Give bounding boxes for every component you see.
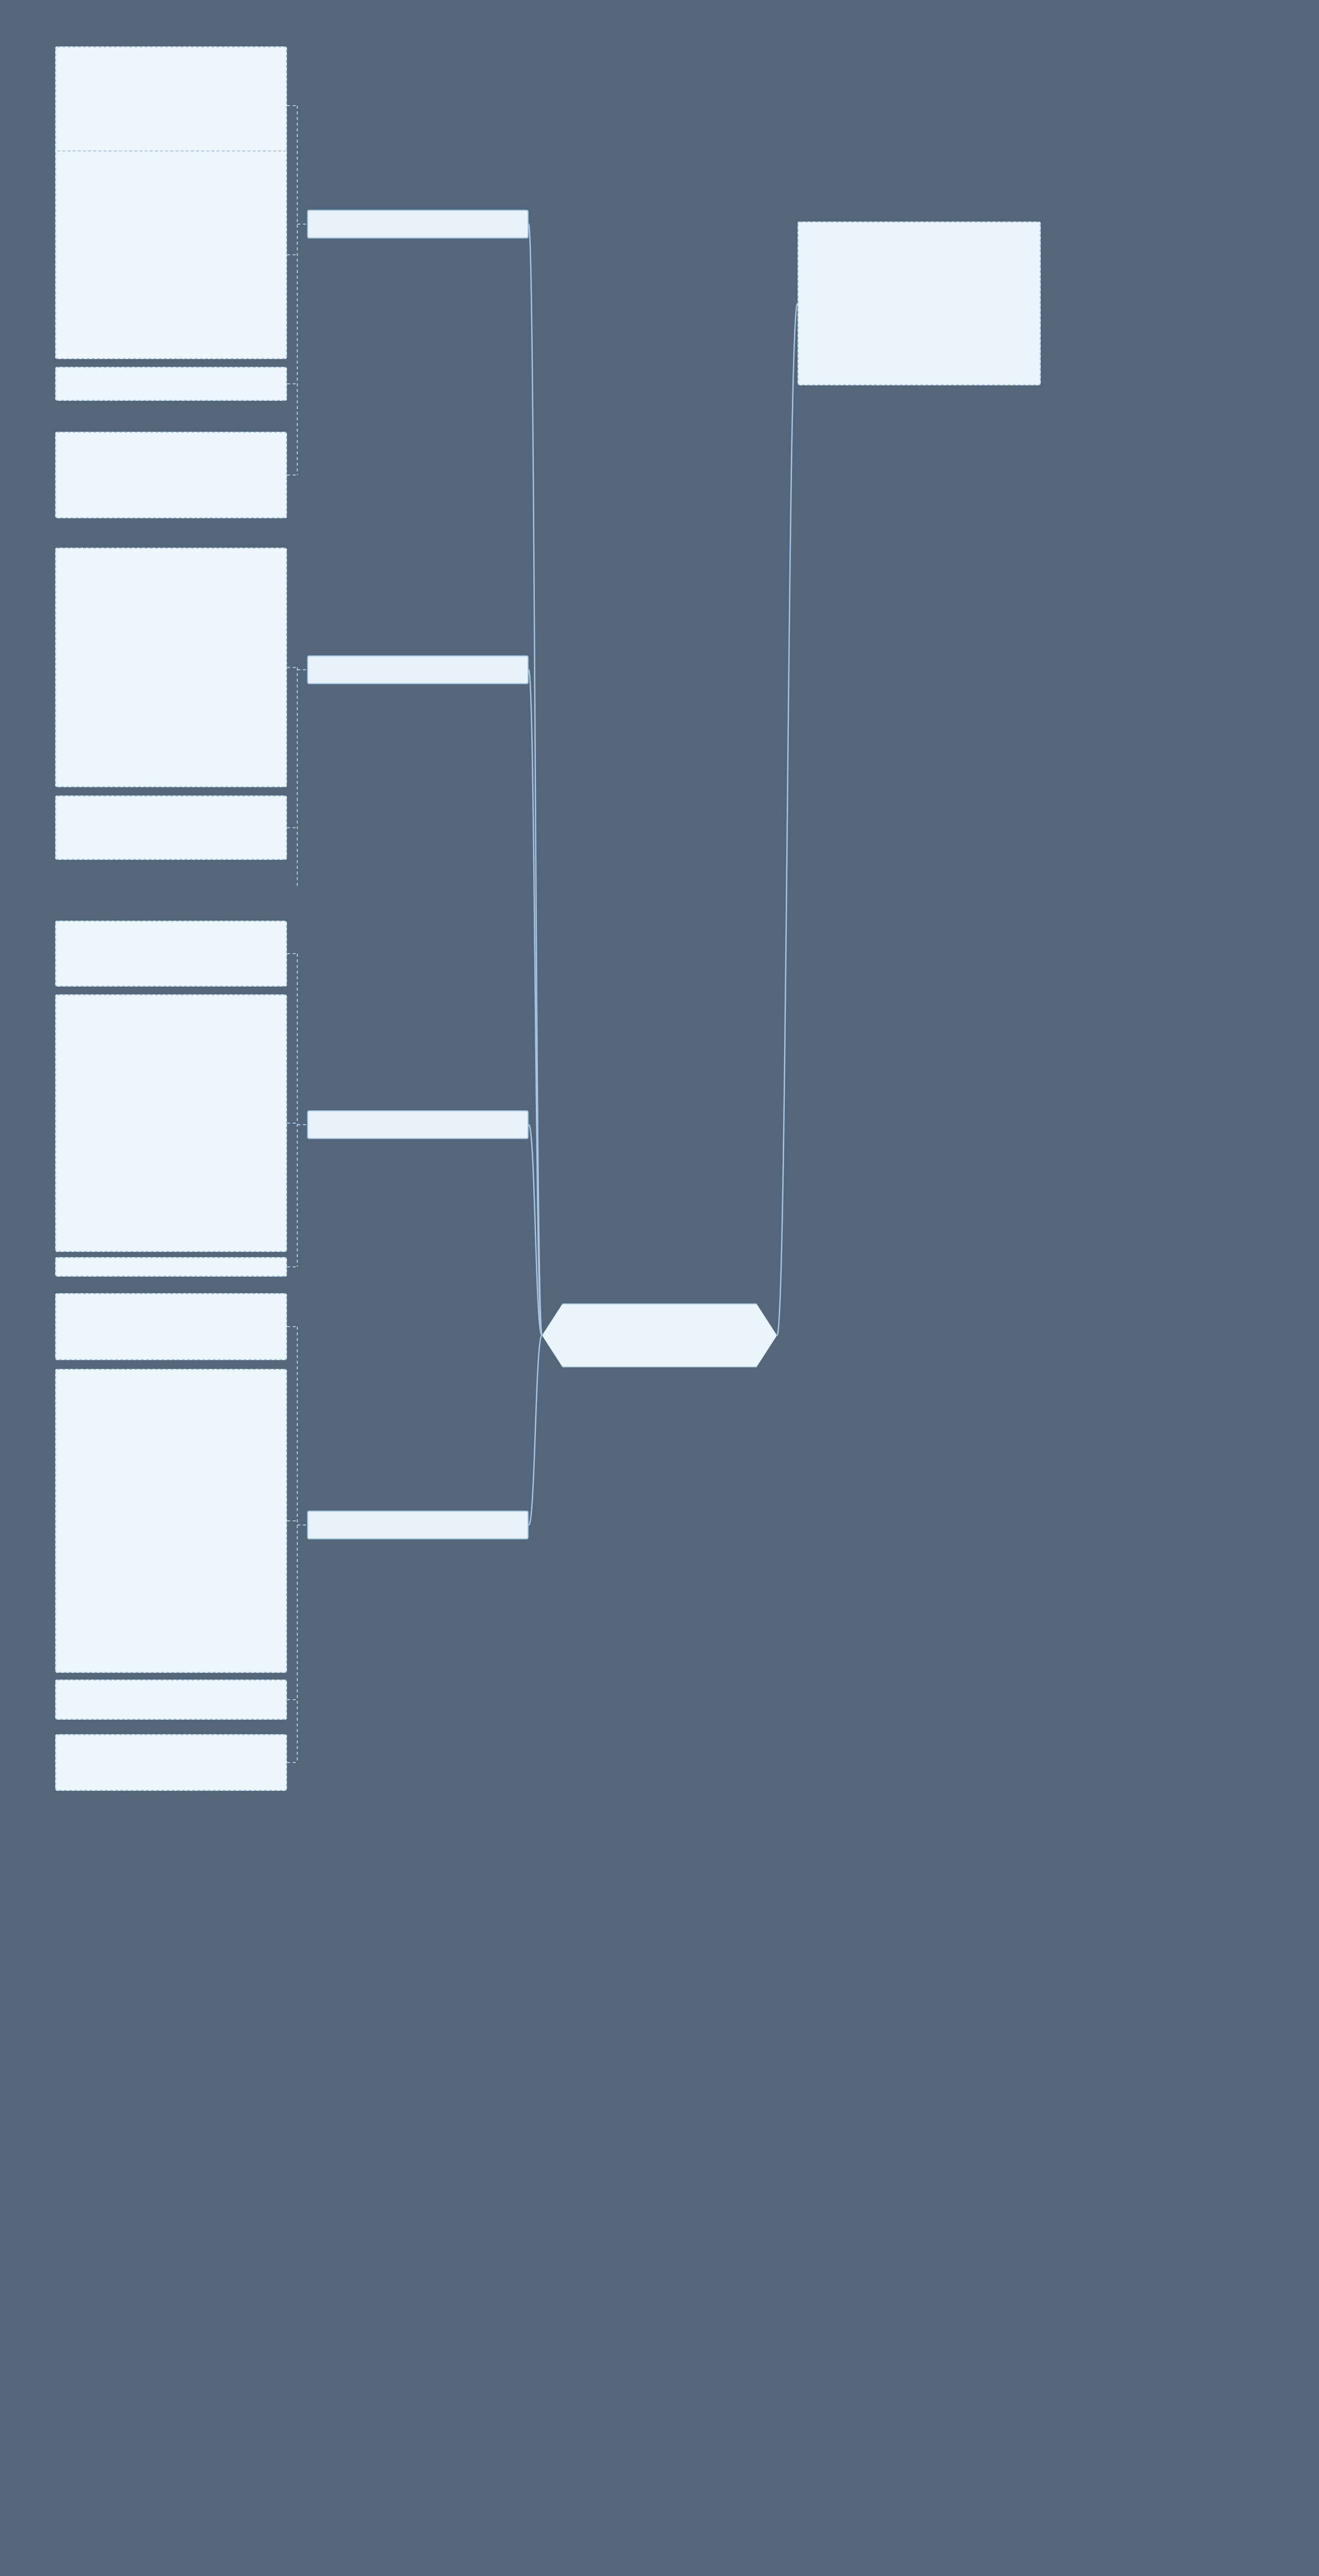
branch-topic-1[interactable] (307, 210, 529, 239)
leaf-note (55, 921, 287, 987)
leaf-note (55, 994, 287, 1252)
leaf-note (55, 548, 287, 787)
leaf-note (55, 150, 287, 359)
branch-topic-2[interactable] (307, 655, 529, 684)
leaf-note (55, 46, 287, 165)
leaf-note (55, 367, 287, 401)
leaf-note (55, 1734, 287, 1791)
leaf-note (55, 1680, 287, 1720)
branch-curve (529, 224, 542, 1335)
central-topic[interactable] (542, 1303, 777, 1367)
leaf-note (55, 432, 287, 518)
leaf-note (55, 1293, 287, 1360)
leaf-note (55, 795, 287, 860)
branch-curve (529, 1335, 542, 1525)
branch-curve (777, 303, 798, 1335)
branch-topic-4[interactable] (307, 1511, 529, 1539)
leaf-note (55, 1369, 287, 1673)
leaf-note (55, 1257, 287, 1277)
intro-note (798, 222, 1041, 385)
branch-topic-3[interactable] (307, 1110, 529, 1139)
